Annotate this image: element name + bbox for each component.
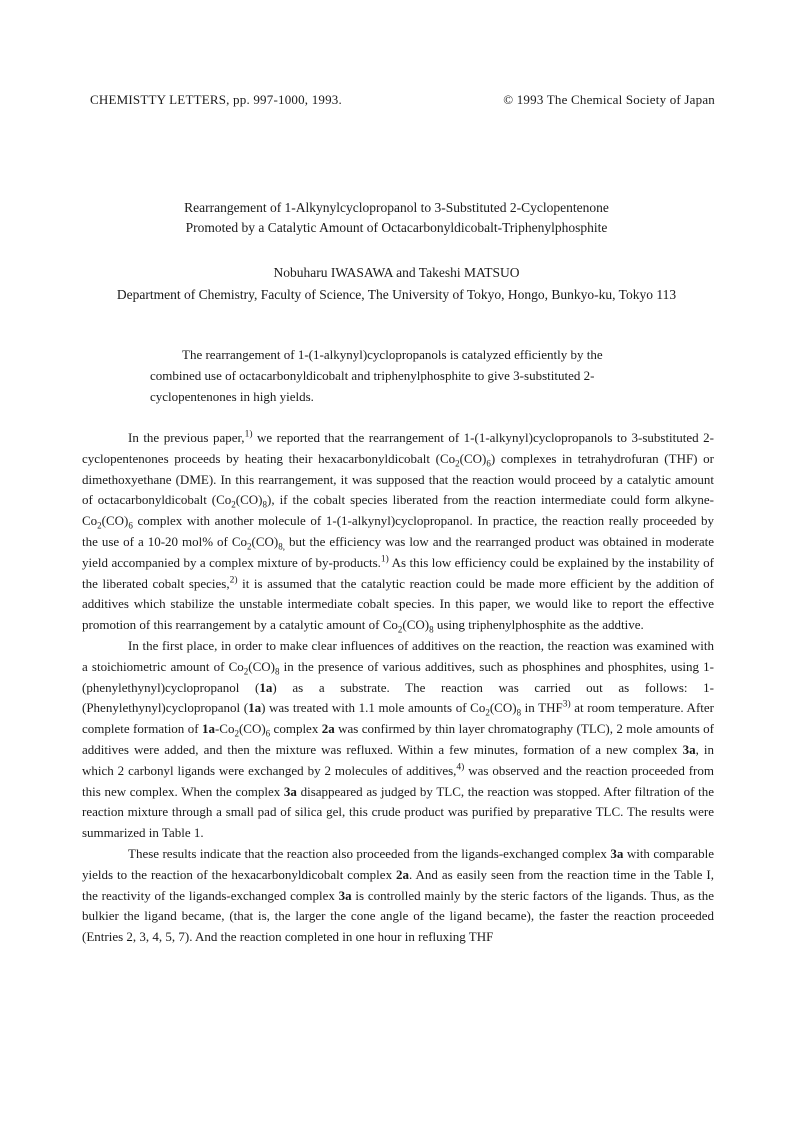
- compound-label: 1a: [201, 721, 215, 737]
- title-line-1: Rearrangement of 1-Alkynylcyclopropanol to 3-Substituted 2-Cyclopentenone: [184, 200, 609, 215]
- paragraph-3: These results indicate that the reaction also proceeded from the ligands-exchanged complex 3a with comparable yields to the reaction of the hexacarbonyldicobalt complex 2a. And as easily seen from the reaction time in the Table I, the reactivity of the ligands-exchanged complex 3a is controlled mainly by the steric factors of the ligands. Thus, as the bulkier the ligand became, (that is, the larger the cone angle of the ligand became), the faster the reaction proceeded (Entries 2, 3, 4, 5, 7). And the reaction completed in one hour in refluxing THF: [82, 845, 715, 945]
- compound-label: 3a: [283, 783, 297, 799]
- reference-marker: 3): [562, 700, 571, 711]
- compound-label: 2a: [321, 721, 335, 737]
- body-text: [82, 428, 714, 948]
- copyright-notice: © 1993 The Chemical Society of Japan: [503, 92, 715, 107]
- compound-label: 2a: [396, 866, 410, 882]
- paragraph-1: In the previous paper,$^{1)}$ we reported that the rearrangement of 1-(1-alkynyl)cyclopropanols to 3-substituted 2-cyclopentenones proceeds by heating their hexacarbonyldicobalt $(Co_2(CO)_6)$ complexes in tetrahydrofuran (THF) or dimethoxyethane (DME). In this rearrangement, it was supposed that the reaction would proceed by a catalytic amount of octacarbonyldicobalt $(Co_2(CO)_8)$, if the cobalt species liberated from the reaction intermediate could form alkyne-$Co_2(CO)_6$ complex with another molecule of 1-(1-alkynyl)cyclopropanol. In practice, the reaction really proceeded by the use of a 10-20 mol% of $Co_2(CO)_{8,}$ but the efficiency was low and the rearranged product was obtained in moderate yield accompanied by a complex mixture of by-products.$^{1)}$ As this low efficiency could be explained by the instability of the liberated cobalt species,$^{2)}$ it is assumed that the catalytic reaction could be made more efficient by the addition of additives which stabilize the unstable intermediate cobalt species. In this paper, we would like to report the effective promotion of this rearrangement by a catalytic amount of $Co_2(CO)_8$ using triphenylphosphite as the addtive.: [82, 429, 715, 635]
- paragraph-2: In the first place, in order to make clear influences of additives on the reaction, the reaction was examined with a stoichiometric amount of $Co_2(CO)_8$ in the presence of various additives, such as phosphines and phosphites, using 1-(phenylethynyl)cyclopropanol (1a) as a substrate. The reaction was carried out as follows: 1-(Phenylethynyl)cyclopropanol (1a) was treated with 1.1 mole amounts of $Co_2(CO)_8$ in THF$^{3)}$ at room temperature. After complete formation of $1a-Co_2(CO)_6$ complex 2a was confirmed by thin layer chromatography (TLC), 2 mole amounts of additives were added, and then the mixture was refluxed. Within a few minutes, formation of a new complex 3a, in which 2 carbonyl ligands were exchanged by 2 molecules of additives,$^{4)}$ was observed and the reaction proceeded from this new complex. When the complex 3a disappeared as judged by TLC, the reaction was stopped. After filtration of the reaction mixture through a small pad of silica gel, this crude product was purified by preparative TLC. The results were summarized in Table 1.: [82, 637, 715, 841]
- reference-marker: 2): [229, 575, 238, 586]
- compound-label: 3a: [338, 887, 352, 903]
- compound-label: 1a: [248, 700, 262, 716]
- compound-label: 1a: [259, 679, 273, 695]
- author-block: [0, 262, 793, 306]
- author-names: Nobuharu IWASAWA and Takeshi MATSUO: [273, 265, 520, 280]
- journal-citation: CHEMISTTY LETTERS, pp. 997-1000, 1993.: [90, 92, 342, 107]
- author-affiliation: Department of Chemistry, Faculty of Science, The University of Tokyo, Hongo, Bunkyo-ku, Tokyo 113: [116, 287, 677, 302]
- reference-marker: 1): [380, 554, 389, 565]
- reference-marker: 1): [244, 429, 253, 440]
- abstract: [150, 344, 650, 407]
- article-title: [0, 198, 793, 238]
- compound-label: 3a: [682, 741, 696, 757]
- reference-marker: 4): [456, 762, 465, 773]
- title-line-2: Promoted by a Catalytic Amount of Octacarbonyldicobalt-Triphenylphosphite: [185, 220, 608, 235]
- abstract-text: The rearrangement of 1-(1-alkynyl)cyclopropanols is catalyzed efficiently by the combined use of octacarbonyldicobalt and triphenylphosphite to give 3-substituted 2-cyclopentenones in high yields.: [150, 347, 603, 404]
- compound-label: 3a: [610, 845, 624, 861]
